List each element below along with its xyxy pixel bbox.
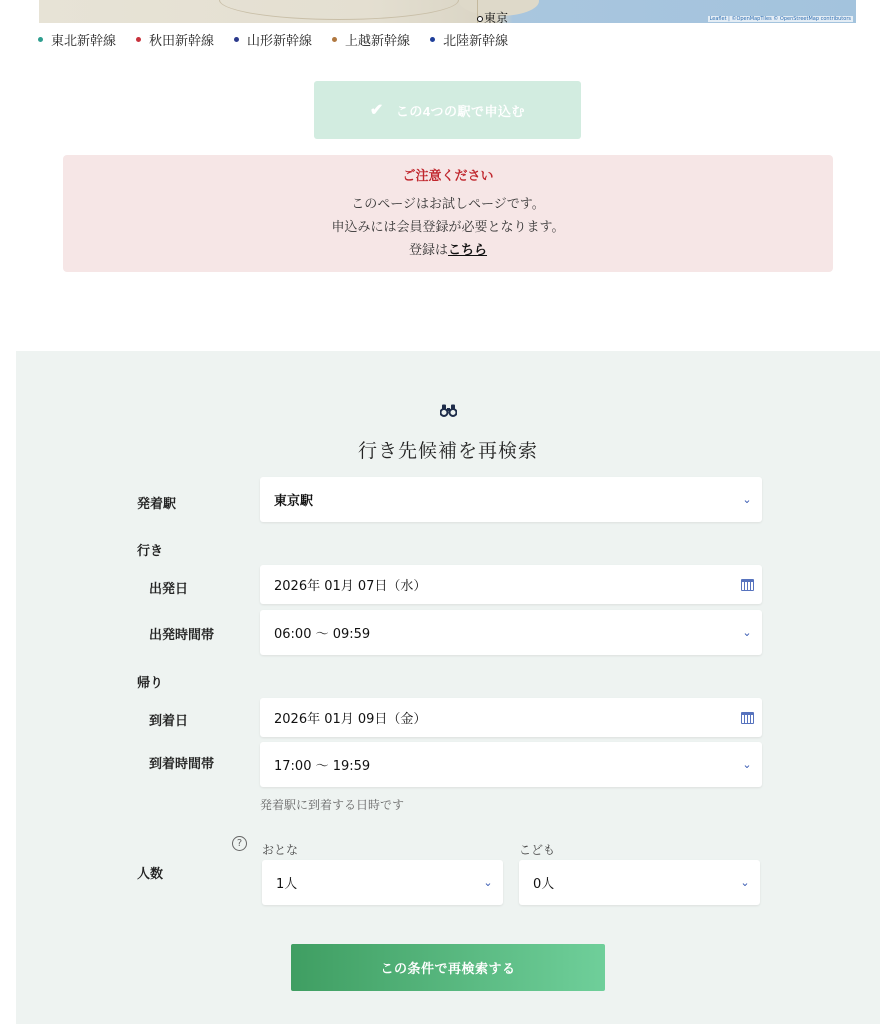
legend-bullet-icon — [38, 37, 43, 42]
outbound-date-label: 出発日 — [149, 582, 189, 597]
chevron-down-icon: ⌄ — [742, 493, 752, 506]
child-label: こども — [519, 843, 556, 857]
calendar-icon[interactable] — [732, 579, 762, 591]
map-attribution[interactable]: Leaflet | ©OpenMapTiles © OpenStreetMap contributors — [709, 16, 851, 22]
departure-station-select[interactable] — [260, 477, 762, 522]
return-date-label: 到着日 — [149, 714, 189, 729]
outbound-date-input[interactable] — [260, 565, 762, 604]
chevron-down-icon: ⌄ — [742, 626, 752, 639]
legend-item — [136, 30, 214, 49]
help-icon[interactable]: ? — [232, 836, 247, 851]
trial-notice — [63, 155, 833, 272]
child-count-select[interactable] — [519, 860, 760, 905]
outbound-time-value: 06:00 〜 09:59 — [274, 627, 371, 642]
people-label: 人数 — [137, 867, 164, 882]
departure-station-label: 発着駅 — [137, 497, 177, 512]
notice-register-prefix: 登録は — [408, 243, 448, 258]
legend-label: 秋田新幹線 — [149, 34, 215, 49]
binoculars-icon — [16, 403, 880, 421]
research-heading: 行き先候補を再検索 — [357, 440, 538, 462]
outbound-time-select[interactable] — [260, 610, 762, 655]
notice-register-line — [63, 239, 833, 262]
adult-label: おとな — [262, 843, 299, 857]
legend-bullet-icon — [234, 37, 239, 42]
map-station-marker[interactable] — [477, 9, 508, 23]
legend-item — [430, 30, 508, 49]
chevron-down-icon: ⌄ — [483, 876, 493, 889]
outbound-section-label: 行き — [137, 544, 164, 559]
return-section-label: 帰り — [137, 676, 164, 691]
notice-title: ご注意ください — [402, 169, 494, 184]
return-date-input[interactable] — [260, 698, 762, 737]
research-submit-button[interactable]: この条件で再検索する — [291, 944, 605, 991]
binoculars-icon-graphic — [440, 404, 457, 417]
outbound-date-value: 2026年 01月 07日（水） — [274, 579, 427, 594]
adult-count-select[interactable] — [262, 860, 503, 905]
route-map[interactable] — [39, 0, 856, 23]
check-icon: ✔ — [369, 102, 384, 119]
register-link[interactable]: こちら — [448, 243, 488, 258]
station-marker-icon — [477, 16, 483, 22]
legend-item — [234, 30, 312, 49]
legend-label: 北陸新幹線 — [443, 34, 509, 49]
adult-count-value: 1人 — [276, 877, 298, 892]
notice-line: このページはお試しページです。 — [351, 197, 545, 212]
departure-station-value: 東京駅 — [274, 494, 314, 509]
legend-label: 東北新幹線 — [51, 34, 117, 49]
return-date-value: 2026年 01月 09日（金） — [274, 712, 427, 727]
child-count-value: 0人 — [533, 877, 555, 892]
return-time-label: 到着時間帯 — [149, 757, 215, 772]
calendar-icon-graphic — [741, 712, 754, 724]
calendar-icon-graphic — [741, 579, 754, 591]
outbound-time-label: 出発時間帯 — [149, 628, 215, 643]
calendar-icon[interactable] — [732, 712, 762, 724]
research-panel — [16, 351, 880, 1024]
return-time-select[interactable] — [260, 742, 762, 787]
notice-line: 申込みには会員登録が必要となります。 — [331, 220, 565, 235]
legend-bullet-icon — [332, 37, 337, 42]
line-legend — [38, 30, 508, 49]
legend-item — [332, 30, 410, 49]
legend-bullet-icon — [430, 37, 435, 42]
map-station-label: 東京 — [484, 11, 509, 23]
chevron-down-icon: ⌄ — [740, 876, 750, 889]
apply-stations-label: この4つの駅で申込む — [395, 103, 526, 119]
legend-label: 上越新幹線 — [345, 34, 411, 49]
legend-item — [38, 30, 116, 49]
legend-bullet-icon — [136, 37, 141, 42]
apply-stations-button[interactable] — [314, 81, 581, 139]
return-time-hint: 発着駅に到着する日時です — [260, 798, 405, 812]
legend-label: 山形新幹線 — [247, 34, 313, 49]
chevron-down-icon: ⌄ — [742, 758, 752, 771]
return-time-value: 17:00 〜 19:59 — [274, 759, 371, 774]
map-land-shape — [219, 0, 459, 20]
